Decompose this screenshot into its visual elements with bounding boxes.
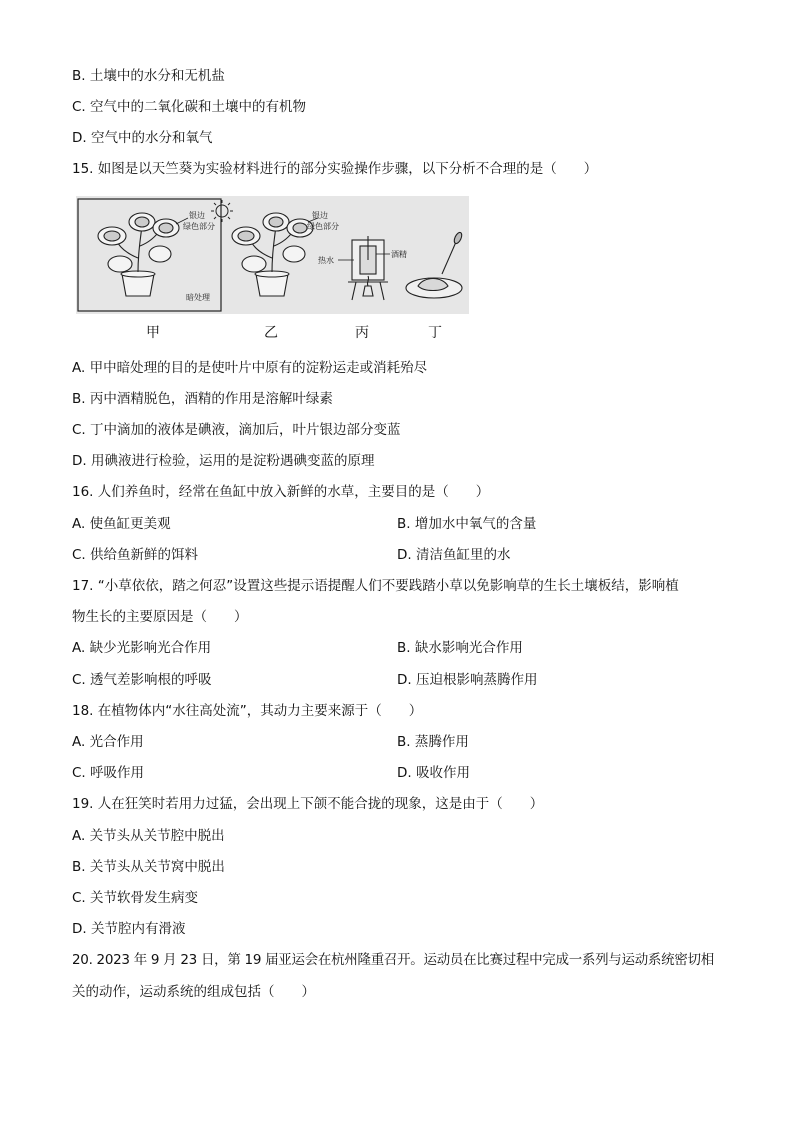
q16-option-d: D. 清洁鱼缸里的水 bbox=[397, 547, 511, 563]
q18-option-d: D. 吸收作用 bbox=[397, 765, 470, 781]
q17-option-d: D. 压迫根影响蒸腾作用 bbox=[397, 672, 538, 688]
q16-option-b: B. 增加水中氧气的含量 bbox=[397, 516, 537, 532]
label-green-part-yi: 绿色部分 bbox=[307, 222, 339, 231]
label-alcohol: 酒精 bbox=[391, 250, 407, 259]
figure-label-bing: 丙 bbox=[355, 325, 369, 341]
q17-option-b: B. 缺水影响光合作用 bbox=[397, 640, 523, 656]
q18-option-b: B. 蒸腾作用 bbox=[397, 734, 469, 750]
figure-label-yi: 乙 bbox=[264, 325, 278, 341]
label-green-part-jia: 绿色部分 bbox=[183, 222, 215, 231]
label-dark-treatment: 暗处理 bbox=[186, 293, 210, 302]
q16-stem: 16. 人们养鱼时，经常在鱼缸中放入新鲜的水草，主要目的是（ ） bbox=[72, 484, 490, 500]
q17-option-a: A. 缺少光影响光合作用 bbox=[72, 640, 212, 656]
q14-option-b: B. 土壤中的水分和无机盐 bbox=[72, 68, 225, 84]
label-hot-water: 热水 bbox=[318, 256, 334, 265]
q16-option-c: C. 供给鱼新鲜的饵料 bbox=[72, 547, 199, 563]
q14-option-c: C. 空气中的二氧化碳和土壤中的有机物 bbox=[72, 99, 307, 115]
label-silver-edge-jia: 银边 bbox=[189, 211, 205, 220]
q15-option-a: A. 甲中暗处理的目的是使叶片中原有的淀粉运走或消耗殆尽 bbox=[72, 360, 428, 376]
petri-dish-illustration bbox=[406, 231, 463, 298]
label-silver-edge-yi: 银边 bbox=[312, 211, 328, 220]
q19-option-d: D. 关节腔内有滑液 bbox=[72, 921, 186, 937]
q20-stem-line1: 20. 2023 年 9 月 23 日，第 19 届亚运会在杭州隆重召开。运动员在比赛过程中完成一系列与运动系统密切相 bbox=[72, 952, 714, 968]
q15-option-d: D. 用碘液进行检验，运用的是淀粉遇碘变蓝的原理 bbox=[72, 453, 375, 469]
plant-yi-illustration bbox=[232, 213, 313, 296]
q15-option-c: C. 丁中滴加的液体是碘液，滴加后，叶片银边部分变蓝 bbox=[72, 422, 401, 438]
q14-option-d: D. 空气中的水分和氧气 bbox=[72, 130, 213, 146]
q19-option-b: B. 关节头从关节窝中脱出 bbox=[72, 859, 225, 875]
figure-label-ding: 丁 bbox=[428, 325, 442, 341]
q17-stem-line1: 17. “小草依依，踏之何忍”设置这些提示语提醒人们不要践踏小草以免影响草的生长土壤板结，影响植 bbox=[72, 578, 679, 594]
figure-label-jia: 甲 bbox=[146, 325, 160, 341]
q19-stem: 19. 人在狂笑时若用力过猛，会出现上下颌不能合拢的现象，这是由于（ ） bbox=[72, 796, 544, 812]
plant-jia-illustration bbox=[98, 213, 179, 296]
q20-stem-line2: 关的动作，运动系统的组成包括（ ） bbox=[72, 984, 315, 1000]
sun-icon bbox=[211, 200, 233, 222]
q15-stem: 15. 如图是以天竺葵为实验材料进行的部分实验操作步骤，以下分析不合理的是（ ） bbox=[72, 161, 598, 177]
q15-option-b: B. 丙中酒精脱色，酒精的作用是溶解叶绿素 bbox=[72, 391, 333, 407]
q18-option-a: A. 光合作用 bbox=[72, 734, 144, 750]
q17-option-c: C. 透气差影响根的呼吸 bbox=[72, 672, 212, 688]
q19-option-c: C. 关节软骨发生病变 bbox=[72, 890, 199, 906]
q18-stem: 18. 在植物体内“水往高处流”，其动力主要来源于（ ） bbox=[72, 703, 423, 719]
water-bath-illustration bbox=[348, 236, 388, 300]
q17-stem-line2: 物生长的主要原因是（ ） bbox=[72, 609, 248, 625]
q19-option-a: A. 关节头从关节腔中脱出 bbox=[72, 828, 225, 844]
q15-experiment-figure bbox=[76, 196, 469, 314]
q16-option-a: A. 使鱼缸更美观 bbox=[72, 516, 171, 532]
q18-option-c: C. 呼吸作用 bbox=[72, 765, 145, 781]
